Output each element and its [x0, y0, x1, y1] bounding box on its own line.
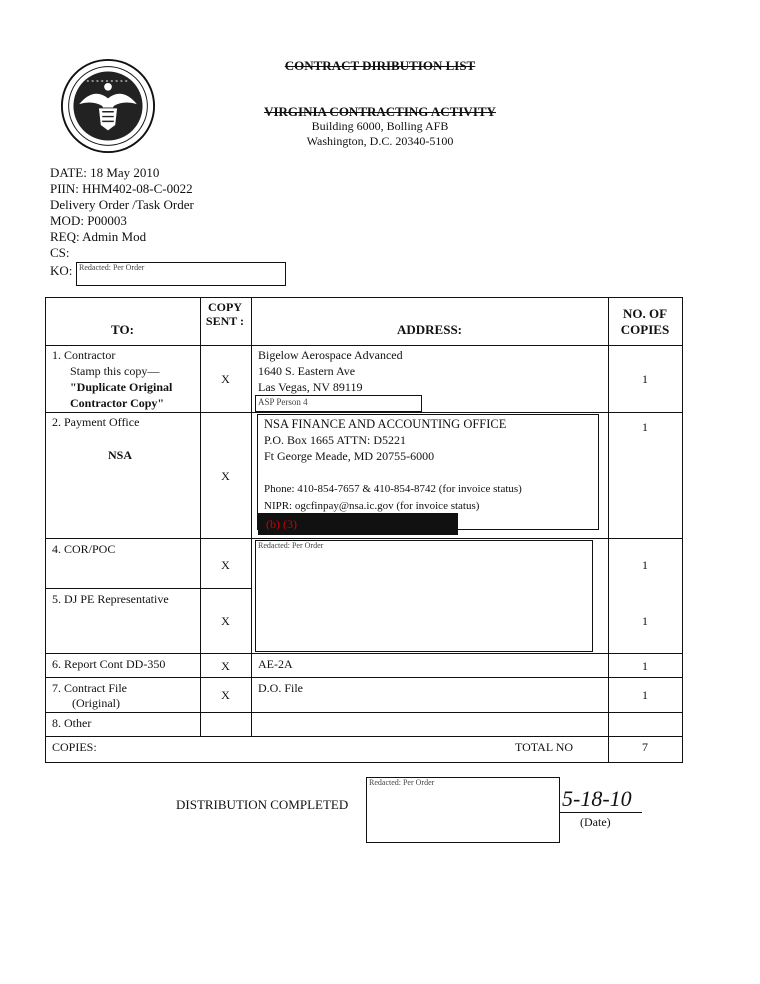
info-date: DATE: 18 May 2010	[50, 165, 160, 180]
distribution-completed-label: DISTRIBUTION COMPLETED	[176, 797, 349, 812]
row2-address-line2: P.O. Box 1665 ATTN: D5221	[264, 433, 407, 447]
row3-address-redaction: Redacted: Per Order	[255, 540, 593, 652]
row5-copies: 1	[642, 659, 648, 673]
row3-to: 4. COR/POC	[52, 542, 116, 556]
header-address: ADDRESS:	[396, 322, 462, 337]
row5-address: AE-2A	[258, 657, 293, 671]
header-copy-sent: COPY SENT :	[205, 300, 245, 328]
document-title: CONTRACT DIRIBUTION LIST	[284, 58, 476, 73]
row1-address-redaction: ASP Person 4	[255, 395, 422, 412]
row6-copies: 1	[642, 688, 648, 702]
row6-address: D.O. File	[258, 681, 303, 695]
ko-redaction-box	[76, 262, 286, 286]
row2-copies: 1	[642, 420, 648, 434]
row7-to: 8. Other	[52, 716, 92, 730]
row1-copies: 1	[642, 372, 648, 386]
org-address-line2: Washington, D.C. 20340-5100	[306, 134, 454, 148]
org-address-line1: Building 6000, Bolling AFB	[311, 119, 449, 133]
completion-date-label: (Date)	[580, 815, 611, 829]
row2-copy-sent-mark: X	[221, 469, 230, 483]
row2-to-line2: NSA	[108, 448, 133, 462]
completion-date-signature: 5-18-10	[562, 786, 632, 811]
row4-copy-sent-mark: X	[221, 614, 230, 628]
info-delivery-order: Delivery Order /Task Order	[50, 197, 194, 212]
row1-to-line1: 1. Contractor	[52, 348, 116, 362]
info-piin: PIIN: HHM402-08-C-0022	[50, 181, 193, 196]
footer-total-value: 7	[642, 740, 648, 754]
header-no-copies: NO. OF COPIES	[620, 306, 670, 337]
org-name: VIRGINIA CONTRACTING ACTIVITY	[264, 104, 496, 119]
row1-address-line3: Las Vegas, NV 89119	[258, 380, 363, 394]
row1-to-line2: Stamp this copy—	[70, 364, 160, 378]
row2-to-line1: 2. Payment Office	[52, 415, 140, 429]
info-mod: MOD: P00003	[50, 213, 127, 228]
footer-total-label: TOTAL NO	[515, 740, 574, 754]
row2-address-line3: Ft George Meade, MD 20755-6000	[264, 449, 435, 463]
row6-copy-sent-mark: X	[221, 688, 230, 702]
row5-to: 6. Report Cont DD-350	[52, 657, 166, 671]
row5-copy-sent-mark: X	[221, 659, 230, 673]
row4-to: 5. DJ PE Representative	[52, 592, 169, 606]
row3-copies: 1	[642, 558, 648, 572]
row2-exemption-label: (b) (3)	[266, 517, 297, 531]
footer-copies-label: COPIES:	[52, 740, 97, 754]
row4-copies: 1	[642, 614, 648, 628]
row1-address-line1: Bigelow Aerospace Advanced	[258, 348, 403, 362]
row2-phone: Phone: 410-854-7657 & 410-854-8742 (for invoice status)	[264, 483, 522, 495]
info-ko-label: KO:	[50, 263, 73, 278]
header-to: TO:	[111, 322, 134, 337]
row2-address-line1: NSA FINANCE AND ACCOUNTING OFFICE	[264, 417, 507, 431]
info-req: REQ: Admin Mod	[50, 229, 147, 244]
row1-to-line4: Contractor Copy"	[70, 396, 165, 410]
completion-redaction-box: Redacted: Per Order	[366, 777, 560, 843]
row1-copy-sent-mark: X	[221, 372, 230, 386]
row1-to-line3: "Duplicate Original	[70, 380, 173, 394]
row1-address-line2: 1640 S. Eastern Ave	[258, 364, 356, 378]
row6-to-line2: (Original)	[72, 696, 120, 710]
row2-exemption-redaction	[258, 513, 458, 535]
row6-to-line1: 7. Contract File	[52, 681, 127, 695]
row3-copy-sent-mark: X	[221, 558, 230, 572]
info-cs: CS:	[50, 245, 70, 260]
ko-redaction-label: Redacted: Per Order	[79, 263, 145, 272]
row2-nipr: NIPR: ogcfinpay@nsa.ic.gov (for invoice status)	[264, 500, 480, 512]
